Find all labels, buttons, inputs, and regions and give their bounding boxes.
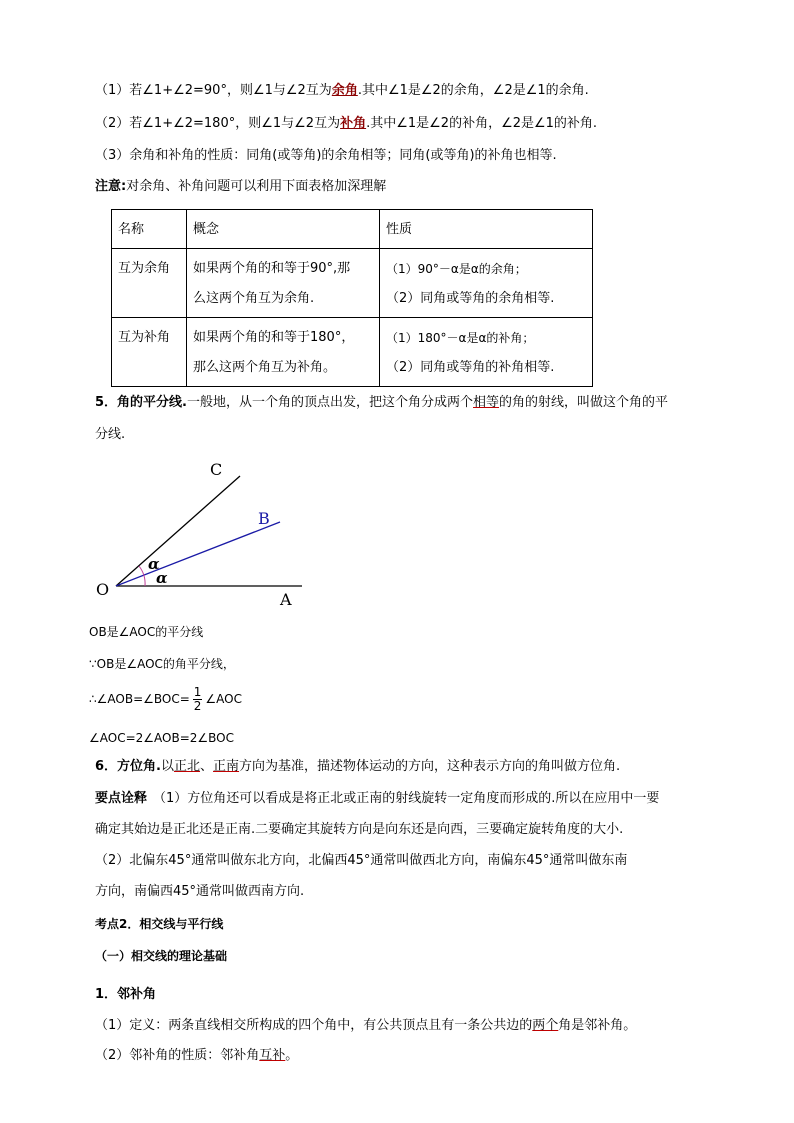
table-header: 性质	[380, 210, 593, 249]
bearing-point-2: （2）北偏东45°通常叫做东北方向，北偏西45°通常叫做西北方向，南偏东45°通常叫做东南	[95, 853, 628, 868]
item-properties: （3）余角和补角的性质：同角(或等角)的余角相等；同角(或等角)的补角也相等.	[95, 148, 557, 163]
point-label: 要点诠释	[95, 791, 148, 806]
adjacent-definition: （1）定义：两条直线相交所构成的四个角中，有公共顶点且有一条公共边的两个角是邻补角。	[95, 1018, 637, 1033]
key-liangge: 两个	[532, 1018, 559, 1033]
ray-oc	[116, 476, 240, 586]
item-supplement-def: （2）若∠1+∠2=180°，则∠1与∠2互为补角.其中∠1是∠2的补角，∠2是∠1的补角.	[95, 116, 598, 131]
table-cell-name: 互为补角	[112, 318, 187, 387]
key-hubu: 互补	[259, 1048, 286, 1063]
table-cell-props: （1）180°－α是α的补角； （2）同角或等角的补角相等.	[380, 318, 593, 387]
comparison-table	[111, 209, 593, 387]
table-row	[112, 249, 593, 318]
table-header: 概念	[187, 210, 380, 249]
bisector-definition: 5．角的平分线.一般地，从一个角的顶点出发，把这个角分成两个相等的角的射线，叫做这个角的平	[95, 395, 669, 410]
ray-ob	[116, 522, 280, 586]
kaodian-subtitle: （一）相交线的理论基础	[95, 949, 228, 963]
key-bujiao: 补角	[340, 116, 367, 131]
adjacent-heading: 1．邻补角	[95, 987, 157, 1002]
bearing-point-1: 要点诠释 （1）方位角还可以看成是将正北或正南的射线旋转一定角度而形成的.所以在应用中一要	[95, 791, 660, 806]
item-complement-def: （1）若∠1+∠2=90°，则∠1与∠2互为余角.其中∠1是∠2的余角，∠2是∠1的余角.	[95, 83, 589, 98]
label-alpha-upper: α	[148, 555, 160, 573]
table-cell-name: 互为余角	[112, 249, 187, 318]
table-header: 名称	[112, 210, 187, 249]
bisector-note-1: OB是∠AOC的平分线	[89, 625, 204, 639]
key-zhengnan: 正南	[213, 759, 240, 774]
bearing-point-1-cont: 确定其始边是正北还是正南.二要确定其旋转方向是向东还是向西，三要确定旋转角度的大小.	[95, 822, 624, 837]
key-yujiao: 余角	[331, 83, 358, 98]
bisector-note-3: ∴∠AOB=∠BOC= $\frac{1}{2}$ ∠AOC	[89, 685, 243, 713]
bisector-title: 5．角的平分线.	[95, 395, 187, 410]
table-cell-concept: 如果两个角的和等于180°， 那么这两个角互为补角。	[187, 318, 380, 387]
bisector-definition-cont: 分线.	[95, 427, 126, 442]
label-a: A	[280, 590, 292, 609]
label-b: B	[258, 509, 270, 528]
kaodian-title: 考点2．相交线与平行线	[95, 917, 224, 931]
bisector-note-4: ∠AOC=2∠AOB=2∠BOC	[89, 731, 234, 745]
bearing-definition: 6．方位角.以正北、正南方向为基准，描述物体运动的方向，这种表示方向的角叫做方位角.	[95, 759, 621, 774]
table-cell-props: （1）90°－α是α的余角； （2）同角或等角的余角相等.	[380, 249, 593, 318]
label-alpha-lower: α	[156, 569, 168, 587]
key-xiangdeng: 相等	[473, 395, 500, 410]
table-cell-concept: 如果两个角的和等于90°,那 么这两个角互为余角.	[187, 249, 380, 318]
table-row	[112, 318, 593, 387]
label-c: C	[210, 460, 223, 479]
bisector-note-2: ∵OB是∠AOC的角平分线，	[89, 657, 235, 671]
bearing-title: 6．方位角.	[95, 759, 161, 774]
key-zhengbei: 正北	[174, 759, 201, 774]
adjacent-property: （2）邻补角的性质：邻补角互补。	[95, 1048, 299, 1063]
bearing-point-2-cont: 方向，南偏西45°通常叫做西南方向.	[95, 884, 305, 899]
table-header-row	[112, 210, 593, 249]
note-line: 注意:对余角、补角问题可以利用下面表格加深理解	[95, 179, 387, 194]
label-o: O	[96, 580, 110, 599]
angle-bisector-figure	[90, 452, 320, 612]
fraction-half: $\frac{1}{2}$	[193, 685, 202, 713]
note-label: 注意:	[95, 179, 127, 194]
